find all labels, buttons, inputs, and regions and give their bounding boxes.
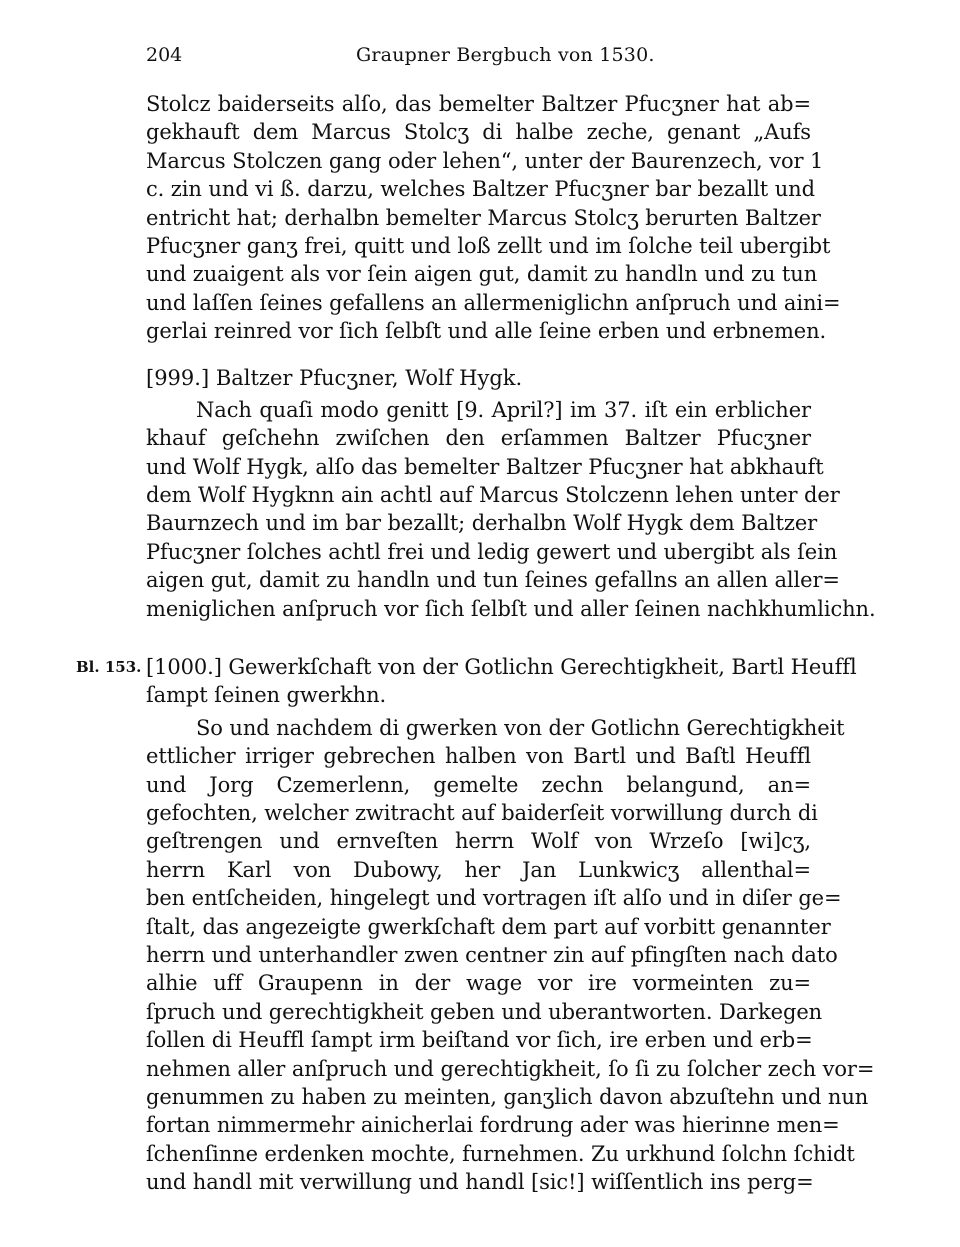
text-line: und Jorg Czemerlenn, gemelte zechn belangund, an= (146, 772, 811, 797)
text-line: Stolcz baiderseits alſo, das bemelter Baltzer Pfucʒner hat ab= (146, 92, 811, 116)
text-line: ettlicher irriger gebrechen halben von Bartl und Baſtl Heuffl (146, 744, 811, 769)
text-line: So und nachdem di gwerken von der Gotlichn Gerechtigkheit (196, 715, 845, 740)
text-line: gerlai reinred vor ſich ſelbſt und alle ſeine erben und erbnemen. (146, 319, 827, 344)
text-line: Baurnzech und im bar bezallt; derhalbn Wolf Hygk dem Baltzer (146, 511, 818, 536)
page-header (146, 38, 811, 72)
text-line: Pfucʒner ſolches achtl frei und ledig gewert und ubergibt als ſein (146, 539, 838, 564)
margin-note-folio: Bl. 153. (76, 658, 142, 677)
text-line: fortan nimmermehr ainicherlai fordrung ader was hierinne men= (146, 1113, 840, 1138)
text-line: ſchenſinne erdenken mochte, furnehmen. Zu urkhund ſolchn ſchidt (146, 1141, 855, 1166)
text-line: khauf geſchehn zwiſchen den erſammen Baltzer Pfucʒner (146, 426, 811, 451)
text-line: ſollen di Heuffl ſampt irm beiſtand vor ſich, ire erben und erb= (146, 1028, 813, 1053)
entry-999 (146, 364, 876, 624)
text-line: nehmen aller anſpruch und gerechtigkheit, ſo ſi zu ſolcher zech vor= (146, 1056, 875, 1081)
text-line: und handl mit verwillung und handl [sic!] wiſſentlich ins perg= (146, 1170, 814, 1195)
entry-heading: [999.] Baltzer Pfucʒner, Wolf Hygk. (146, 365, 523, 390)
entry-heading: [1000.] Gewerkſchaft von der Gotlichn Gerechtigkheit, Bartl Heuffl (146, 655, 857, 680)
text-line: Marcus Stolczen gang oder lehen“, unter der Baurenzech, vor 1 (146, 148, 824, 173)
book-page (76, 38, 876, 1196)
entry-998-continuation (146, 90, 841, 346)
text-line: gefochten, welcher zwitracht auf baiderſeit vorwillung durch di (146, 800, 818, 825)
text-line: aigen gut, damit zu handln und tun ſeines gefallns an allen aller= (146, 568, 840, 593)
text-line: ſpruch und gerechtigkheit geben und uberantworten. Darkegen (146, 999, 823, 1024)
text-line: c. zin und vi ß. darzu, welches Baltzer Pfucʒner bar bezallt und (146, 177, 815, 202)
text-line: herrn und unterhandler zwen centner zin auf pfingſten nach dato (146, 942, 838, 967)
text-line: Nach quaſi modo genitt [9. April?] im 37. iſt ein erblicher (196, 397, 811, 422)
running-title: Graupner Bergbuch von 1530. (356, 44, 655, 66)
text-line: meniglichen anſpruch vor ſich ſelbſt und aller ſeinen nachkhumlichn. (146, 596, 876, 621)
text-line: und zuaigent als vor ſein aigen gut, damit zu handln und zu tun (146, 262, 818, 287)
text-line: dem Wolf Hygknn ain achtl auf Marcus Stolczenn lehen unter der (146, 483, 840, 508)
text-line: herrn Karl von Dubowy, her Jan Lunkwicʒ allenthal= (146, 857, 811, 882)
text-line: ben entſcheiden, hingelegt und vortragen iſt alſo und in diſer ge= (146, 886, 842, 911)
text-line: ſtalt, das angezeigte gwerkſchaft dem part auf vorbitt genannter (146, 914, 831, 939)
page-number: 204 (146, 44, 183, 66)
entry-1000 (76, 641, 875, 1196)
text-line: geſtrengen und ernveſten herrn Wolf von Wrzeſo [wi]cʒ, (146, 829, 811, 854)
text-line: und laſſen ſeines gefallens an allermeniglichn anſpruch und aini= (146, 290, 841, 315)
text-line: Pfucʒner ganʒ frei, quitt und loß zellt und im ſolche teil ubergibt (146, 233, 831, 258)
text-line: genummen zu haben zu meinten, ganʒlich davon abzuſtehn und nun (146, 1084, 869, 1109)
text-line: entricht hat; derhalbn bemelter Marcus Stolcʒ berurten Baltzer (146, 205, 821, 230)
entry-heading: ſampt ſeinen gwerkhn. (146, 683, 387, 708)
text-line: gekhauft dem Marcus Stolcʒ di halbe zeche, genant „Aufs (146, 120, 811, 145)
text-line: alhie uff Graupenn in der wage vor ire vormeinten zu= (146, 971, 811, 996)
text-line: und Wolf Hygk, alſo das bemelter Baltzer Pfucʒner hat abkhauft (146, 454, 824, 479)
